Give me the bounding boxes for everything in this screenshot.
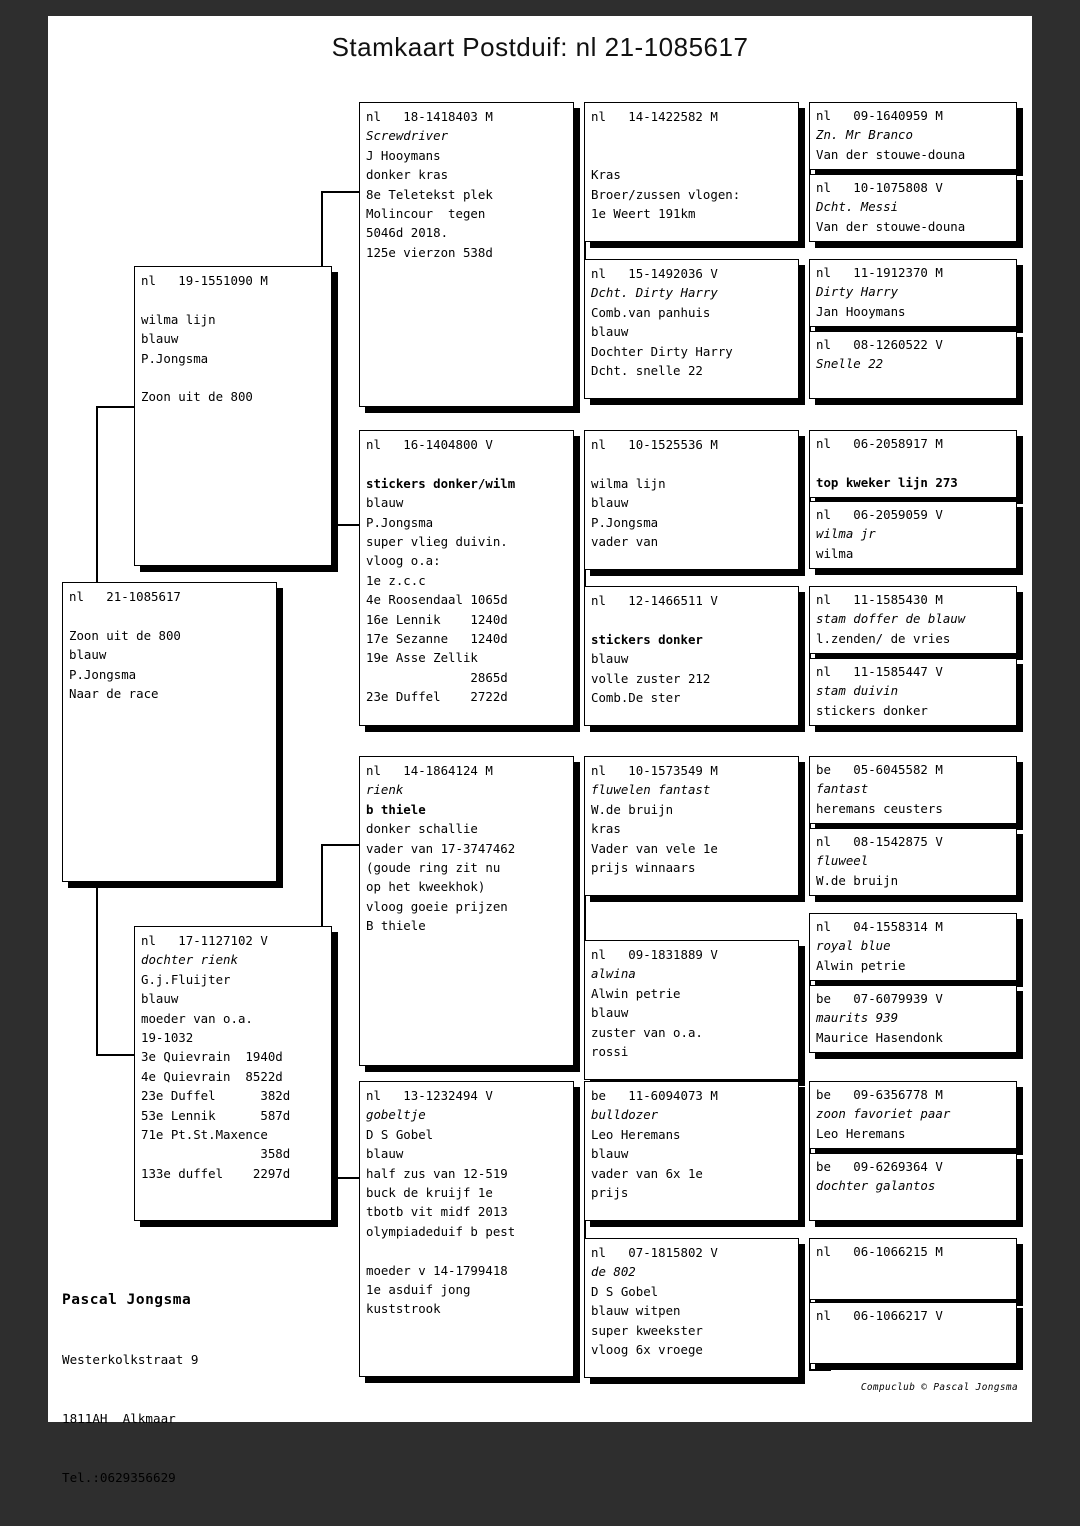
pigeon-box-ggp-6[interactable] — [584, 940, 799, 1080]
pigeon-detail-line: kras — [591, 821, 621, 837]
pigeon-detail-line: vader van 17-3747462 — [366, 840, 516, 856]
pigeon-detail-line: wilma — [816, 545, 854, 561]
page-title: Stamkaart Postduif: nl 21-1085617 — [331, 32, 749, 62]
pigeon-detail-line: heremans ceusters — [816, 800, 943, 816]
spacer-line — [141, 368, 325, 387]
pigeon-detail-line: vader van — [591, 534, 659, 550]
owner-street: Westerkolkstraat 9 — [62, 1351, 199, 1367]
pigeon-box-gggp-6[interactable] — [809, 501, 1017, 569]
pigeon-detail-line: Alwin petrie — [816, 957, 906, 973]
spacer-line — [69, 606, 270, 625]
pigeon-detail-line: P.Jongsma — [591, 514, 659, 530]
pigeon-detail-line: Broer/zussen vlogen: — [591, 186, 741, 202]
spacer-line — [366, 1241, 567, 1260]
owner-block — [62, 1252, 198, 1526]
pigeon-box-dam[interactable] — [134, 926, 332, 1221]
pigeon-name: bulldozer — [591, 1107, 659, 1123]
pigeon-detail-line: Van der stouwe-douna — [816, 146, 966, 162]
pigeon-detail-line: 16e Lennik 1240d — [366, 611, 508, 627]
ring-number: nl 21-1085617 — [69, 589, 181, 604]
pigeon-box-gp-1[interactable] — [359, 102, 574, 407]
pigeon-detail-line: Zoon uit de 800 — [141, 389, 253, 405]
pigeon-name: de 802 — [591, 1264, 636, 1280]
connector-dam-to-gp3 — [321, 844, 359, 846]
pigeon-detail-line: l.zenden/ de vries — [816, 630, 951, 646]
pigeon-detail-line: blauw — [366, 495, 404, 511]
ring-number: nl 06-2058917 M — [816, 436, 943, 451]
owner-phone: Tel.:0629356629 — [62, 1469, 176, 1485]
pigeon-box-gggp-16[interactable] — [809, 1302, 1017, 1364]
spacer-line — [591, 454, 792, 473]
pigeon-box-ggp-7[interactable] — [584, 1081, 799, 1221]
pigeon-detail-line: Naar de race — [69, 686, 159, 702]
ring-number: nl 06-1066215 M — [816, 1244, 943, 1259]
ring-number: nl 07-1815802 V — [591, 1245, 718, 1260]
pigeon-box-gggp-12[interactable] — [809, 985, 1017, 1053]
ring-number: nl 10-1525536 M — [591, 437, 718, 452]
owner-city: 1811AH Alkmaar — [62, 1410, 176, 1426]
pigeon-detail-line: super kweekster — [591, 1322, 703, 1338]
pigeon-name: stam doffer de blauw — [816, 611, 966, 627]
footer-credit: Compuclub © Pascal Jongsma — [860, 1382, 1018, 1393]
ring-number: nl 12-1466511 V — [591, 593, 718, 608]
pigeon-box-ggp-2[interactable] — [584, 259, 799, 399]
pigeon-detail-line: 8e Teletekst plek — [366, 186, 493, 202]
ring-number: nl 09-1640959 M — [816, 108, 943, 123]
ring-number: nl 10-1573549 M — [591, 763, 718, 778]
ring-number: nl 06-2059059 V — [816, 507, 943, 522]
pigeon-detail-line: donker kras — [366, 167, 449, 183]
pigeon-detail-line: blauw — [591, 324, 629, 340]
ring-number: be 11-6094073 M — [591, 1088, 718, 1103]
ring-number: nl 11-1585447 V — [816, 664, 943, 679]
pigeon-detail-line: D S Gobel — [366, 1126, 434, 1142]
ring-number: nl 14-1422582 M — [591, 109, 718, 124]
pigeon-detail-line: 4e Quievrain 8522d — [141, 1068, 283, 1084]
pigeon-detail-line: 358d — [141, 1146, 291, 1162]
pigeon-box-gggp-3[interactable] — [809, 259, 1017, 327]
pigeon-detail-line: B thiele — [366, 918, 426, 934]
ring-number: nl 18-1418403 M — [366, 109, 493, 124]
pigeon-box-gggp-7[interactable] — [809, 586, 1017, 654]
pigeon-box-ggp-5[interactable] — [584, 756, 799, 896]
pigeon-detail-line: Comb.van panhuis — [591, 304, 711, 320]
pigeon-box-ggp-1[interactable] — [584, 102, 799, 242]
pigeon-detail-line: D S Gobel — [591, 1283, 659, 1299]
pigeon-detail-line: Vader van vele 1e — [591, 840, 718, 856]
pigeon-detail-line: kuststrook — [366, 1301, 441, 1317]
pigeon-detail-line: 19e Asse Zellik — [366, 650, 478, 666]
pigeon-name: Snelle 22 — [816, 356, 884, 372]
pigeon-detail-line: donker schallie — [366, 821, 478, 837]
pigeon-detail-line: 3e Quievrain 1940d — [141, 1049, 283, 1065]
pigeon-box-gggp-8[interactable] — [809, 658, 1017, 726]
pigeon-detail-line: 17e Sezanne 1240d — [366, 631, 508, 647]
pigeon-detail-line: b thiele — [366, 801, 426, 817]
pigeon-detail-line: 125e vierzon 538d — [366, 244, 493, 260]
pigeon-detail-line: moeder van o.a. — [141, 1010, 253, 1026]
pigeon-name: alwina — [591, 966, 636, 982]
pigeon-box-gggp-13[interactable] — [809, 1081, 1017, 1149]
pigeon-detail-line: Leo Heremans — [816, 1125, 906, 1141]
pigeon-detail-line: blauw — [141, 991, 179, 1007]
pigeon-detail-line: top kweker lijn 273 — [816, 474, 958, 490]
pigeon-name: fantast — [816, 781, 869, 797]
pigeon-detail-line: Molincour tegen — [366, 206, 486, 222]
pigeon-detail-line: W.de bruijn — [816, 872, 899, 888]
pigeon-name: royal blue — [816, 938, 891, 954]
pigeon-detail-line: vloog goeie prijzen — [366, 898, 508, 914]
ring-number: nl 04-1558314 M — [816, 919, 943, 934]
pigeon-name: dochter rienk — [141, 952, 238, 968]
pigeon-box-gp-3[interactable] — [359, 756, 574, 1066]
pigeon-detail-line: P.Jongsma — [366, 514, 434, 530]
ring-number: nl 09-1831889 V — [591, 947, 718, 962]
pigeon-detail-line: (goude ring zit nu — [366, 860, 501, 876]
connector-gggp16-in — [809, 1369, 831, 1371]
pigeon-name: Screwdriver — [366, 128, 449, 144]
ring-number: nl 19-1551090 M — [141, 273, 268, 288]
pigeon-detail-line: rossi — [591, 1044, 629, 1060]
pigeon-detail-line: 133e duffel 2297d — [141, 1165, 291, 1181]
pigeon-detail-line: Zoon uit de 800 — [69, 627, 181, 643]
pigeon-detail-line: Van der stouwe-douna — [816, 218, 966, 234]
spacer-line — [141, 290, 325, 309]
pigeon-name: rienk — [366, 782, 404, 798]
spacer-line — [591, 146, 792, 165]
pigeon-box-gp-4[interactable] — [359, 1081, 574, 1377]
pigeon-detail-line: 2865d — [366, 669, 508, 685]
ring-number: nl 10-1075808 V — [816, 180, 943, 195]
pigeon-detail-line: 23e Duffel 2722d — [366, 689, 508, 705]
spacer-line — [816, 453, 1010, 472]
ring-number: nl 16-1404800 V — [366, 437, 493, 452]
pigeon-detail-line: P.Jongsma — [141, 350, 209, 366]
pigeon-detail-line: 1e asduif jong — [366, 1282, 471, 1298]
pigeon-name: gobeltje — [366, 1107, 426, 1123]
pigeon-box-subject[interactable] — [62, 582, 277, 882]
pigeon-box-ggp-4[interactable] — [584, 586, 799, 726]
ring-number: be 09-6269364 V — [816, 1159, 943, 1174]
pigeon-detail-line: blauw — [591, 651, 629, 667]
pigeon-name: maurits 939 — [816, 1010, 899, 1026]
ring-number: nl 17-1127102 V — [141, 933, 268, 948]
ring-number: nl 13-1232494 V — [366, 1088, 493, 1103]
pigeon-box-gggp-4[interactable] — [809, 331, 1017, 399]
pigeon-detail-line: 53e Lennik 587d — [141, 1107, 291, 1123]
pigeon-box-gggp-10[interactable] — [809, 828, 1017, 896]
pigeon-detail-line: P.Jongsma — [69, 666, 137, 682]
pigeon-detail-line: 4e Roosendaal 1065d — [366, 592, 508, 608]
pigeon-detail-line: W.de bruijn — [591, 801, 674, 817]
pigeon-box-gggp-9[interactable] — [809, 756, 1017, 824]
pigeon-box-gggp-1[interactable] — [809, 102, 1017, 170]
ring-number: be 09-6356778 M — [816, 1087, 943, 1102]
pigeon-box-gggp-2[interactable] — [809, 174, 1017, 242]
pigeon-box-ggp-8[interactable] — [584, 1238, 799, 1378]
pigeon-detail-line: super vlieg duivin. — [366, 534, 508, 550]
pigeon-detail-line: blauw — [591, 1005, 629, 1021]
pigeon-detail-line: 1e z.c.c — [366, 572, 426, 588]
spacer-line — [366, 454, 567, 473]
pigeon-name: Dcht. Messi — [816, 199, 899, 215]
pigeon-detail-line: op het kweekhok) — [366, 879, 486, 895]
pigeon-detail-line: Kras — [591, 167, 621, 183]
pigeon-detail-line: 1e Weert 191km — [591, 206, 696, 221]
pigeon-detail-line: moeder v 14-1799418 — [366, 1262, 508, 1278]
pigeon-detail-line: stickers donker/wilm — [366, 475, 516, 491]
pigeon-box-gggp-15[interactable] — [809, 1238, 1017, 1300]
connector-dam-branch — [96, 1054, 134, 1056]
pigeon-detail-line: stickers donker — [591, 631, 703, 647]
pigeon-detail-line: blauw — [69, 647, 107, 663]
pigeon-name: wilma jr — [816, 526, 876, 542]
pigeon-detail-line: G.j.Fluijter — [141, 971, 231, 987]
pigeon-box-ggp-3[interactable] — [584, 430, 799, 570]
pigeon-detail-line: stickers donker — [816, 702, 928, 718]
pigeon-box-sire[interactable] — [134, 266, 332, 566]
connector-subject-to-sire — [96, 406, 134, 408]
pigeon-detail-line: wilma lijn — [591, 475, 666, 491]
pigeon-name: dochter galantos — [816, 1178, 936, 1194]
pigeon-name: fluweel — [816, 853, 869, 869]
pedigree-page — [48, 16, 1032, 1485]
spacer-line — [591, 610, 792, 629]
spacer-line — [591, 126, 792, 145]
owner-name: Pascal Jongsma — [62, 1292, 192, 1309]
pigeon-detail-line: vader van 6x 1e — [591, 1165, 703, 1181]
pigeon-name: Dcht. Dirty Harry — [591, 285, 718, 301]
pigeon-detail-line: Jan Hooymans — [816, 303, 906, 319]
pigeon-name: Dirty Harry — [816, 284, 899, 300]
ring-number: nl 14-1864124 M — [366, 763, 493, 778]
pigeon-detail-line: 71e Pt.St.Maxence — [141, 1127, 268, 1143]
pigeon-detail-line: prijs winnaars — [591, 860, 696, 876]
ring-number: nl 06-1066217 V — [816, 1308, 943, 1323]
pigeon-detail-line: blauw witpen — [591, 1303, 681, 1319]
pigeon-detail-line: wilma lijn — [141, 311, 216, 327]
pigeon-detail-line: Maurice Hasendonk — [816, 1029, 943, 1045]
ring-number: nl 08-1260522 V — [816, 337, 943, 352]
ring-number: nl 11-1585430 M — [816, 592, 943, 607]
pigeon-detail-line: volle zuster 212 — [591, 670, 711, 686]
pigeon-name: stam duivin — [816, 683, 899, 699]
ring-number: nl 08-1542875 V — [816, 834, 943, 849]
pigeon-box-gggp-5[interactable] — [809, 430, 1017, 498]
ring-number: nl 11-1912370 M — [816, 265, 943, 280]
pigeon-detail-line: Comb.De ster — [591, 690, 681, 706]
pigeon-detail-line: zuster van o.a. — [591, 1024, 703, 1040]
pigeon-detail-line: 5046d 2018. — [366, 225, 449, 241]
pigeon-box-gp-2[interactable] — [359, 430, 574, 726]
pigeon-box-gggp-14[interactable] — [809, 1153, 1017, 1221]
pigeon-name: zoon favoriet paar — [816, 1106, 951, 1122]
pigeon-detail-line: 23e Duffel 382d — [141, 1088, 291, 1104]
pigeon-detail-line: blauw — [591, 1146, 629, 1162]
pigeon-name: fluwelen fantast — [591, 782, 711, 798]
pigeon-detail-line: buck de kruijf 1e — [366, 1185, 493, 1201]
pigeon-detail-line: tbotb vit midf 2013 — [366, 1204, 508, 1220]
pigeon-detail-line: half zus van 12-519 — [366, 1165, 508, 1181]
pigeon-detail-line: J Hooymans — [366, 147, 441, 163]
ring-number: be 07-6079939 V — [816, 991, 943, 1006]
pigeon-detail-line: Leo Heremans — [591, 1126, 681, 1142]
ring-number: nl 15-1492036 V — [591, 266, 718, 281]
pigeon-detail-line: blauw — [366, 1146, 404, 1162]
pigeon-detail-line: Dcht. snelle 22 — [591, 363, 703, 379]
pigeon-detail-line: blauw — [591, 495, 629, 511]
pigeon-detail-line: vloog o.a: — [366, 553, 441, 569]
pigeon-detail-line: prijs — [591, 1185, 629, 1201]
ring-number: be 05-6045582 M — [816, 762, 943, 777]
pigeon-detail-line: Dochter Dirty Harry — [591, 343, 733, 359]
pigeon-detail-line: blauw — [141, 331, 179, 347]
connector-sire-to-gp1 — [321, 191, 359, 193]
pigeon-detail-line: vloog 6x vroege — [591, 1342, 703, 1358]
pigeon-detail-line: Alwin petrie — [591, 985, 681, 1001]
pigeon-name: Zn. Mr Branco — [816, 127, 913, 143]
pigeon-detail-line: olympiadeduif b pest — [366, 1223, 516, 1239]
pigeon-detail-line: 19-1032 — [141, 1030, 194, 1046]
pigeon-box-gggp-11[interactable] — [809, 913, 1017, 981]
